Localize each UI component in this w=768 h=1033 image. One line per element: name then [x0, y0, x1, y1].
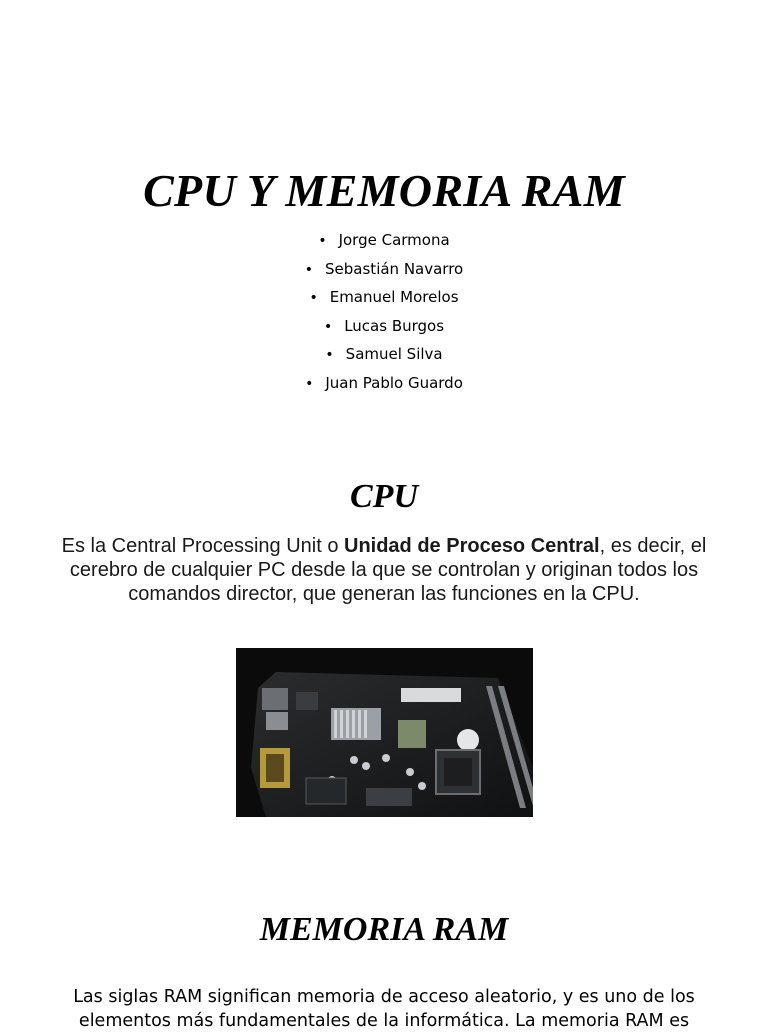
bullet-icon: •: [309, 290, 318, 307]
page-title: CPU Y MEMORIA RAM: [143, 165, 625, 216]
author-name: Sebastián Navarro: [325, 259, 464, 278]
bullet-icon: •: [305, 375, 314, 392]
cpu-text-bold: Unidad de Proceso Central: [344, 535, 600, 557]
bullet-icon: •: [325, 347, 334, 364]
cpu-text-end: , es decir, el cerebro de cualquier PC desde la que se controlan y originan todos los comandos director, que generan las funciones en la CPU.: [69, 535, 707, 605]
cpu-description: [40, 534, 728, 606]
cpu-text-start: Es la Central Processing Unit o: [61, 535, 344, 557]
ram-description: Las siglas RAM significan memoria de acceso aleatorio, y es uno de los elementos más fundamentales de la informática. La memoria RAM es: [73, 987, 695, 1031]
bullet-icon: •: [304, 261, 314, 278]
list-item: [0, 312, 768, 341]
author-name: Lucas Burgos: [344, 316, 445, 335]
list-item: [0, 340, 768, 369]
author-list: [0, 226, 768, 398]
bullet-icon: •: [323, 318, 333, 335]
list-item: [0, 255, 768, 284]
author-name: Juan Pablo Guardo: [325, 373, 463, 392]
bullet-icon: •: [318, 233, 327, 249]
list-item: [0, 226, 768, 255]
cpu-heading: CPU: [350, 478, 418, 515]
author-name: Samuel Silva: [345, 345, 443, 364]
list-item: [0, 369, 768, 398]
author-name: Jorge Carmona: [338, 231, 450, 249]
author-name: Emanuel Morelos: [329, 288, 459, 307]
ram-heading: MEMORIA RAM: [259, 911, 509, 948]
motherboard-image: [236, 648, 533, 817]
list-item: [0, 283, 768, 312]
